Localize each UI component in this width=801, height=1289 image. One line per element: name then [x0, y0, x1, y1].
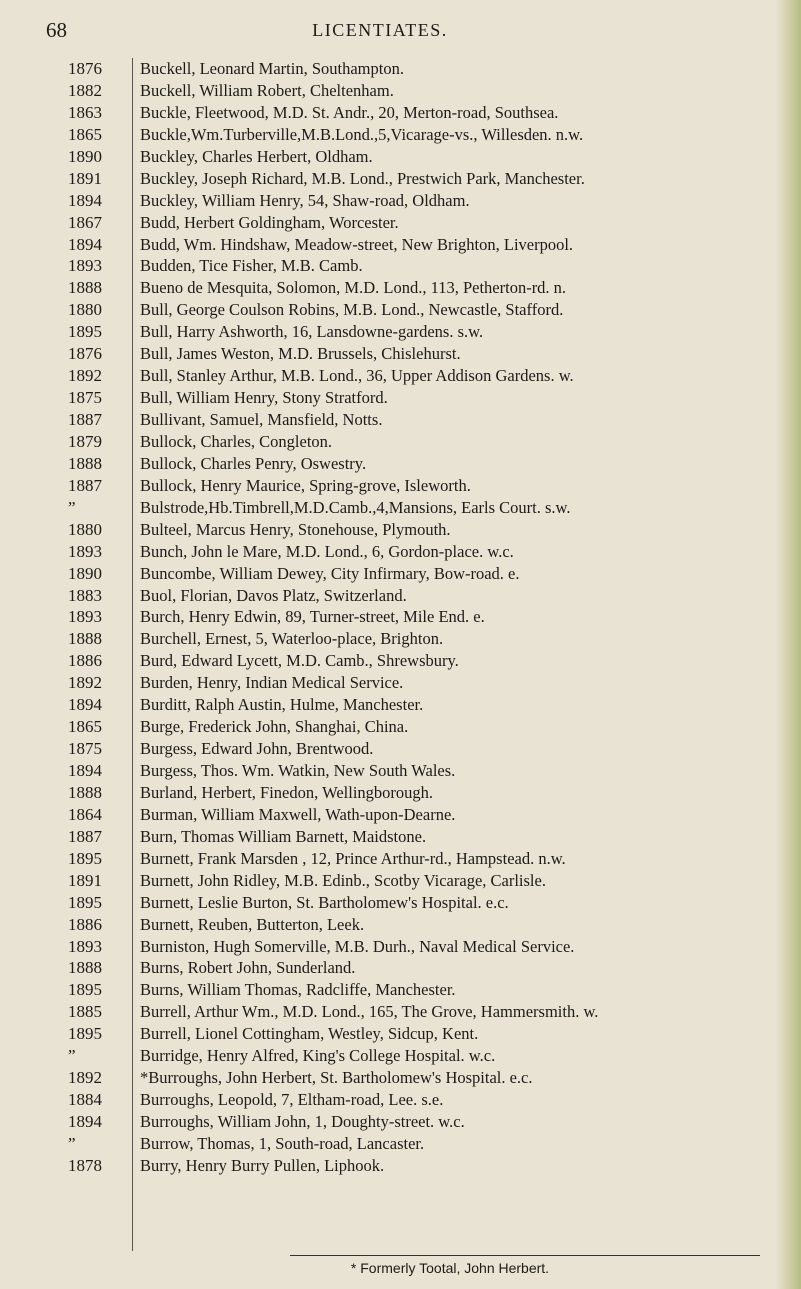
entry-year: 1895	[68, 980, 102, 1000]
entry-list	[68, 58, 768, 1177]
entry-row	[68, 650, 768, 672]
entry-text: Burrow, Thomas, 1, South-road, Lancaster.	[140, 1133, 425, 1153]
entry-text: Burrell, Arthur Wm., M.D. Lond., 165, The Grove, Hammersmith. w.	[140, 1002, 599, 1022]
entry-text: Burditt, Ralph Austin, Hulme, Manchester.	[140, 695, 424, 715]
entry-row	[68, 1023, 768, 1045]
page-header	[0, 18, 760, 48]
entry-row	[68, 1045, 768, 1067]
entry-row	[68, 146, 768, 168]
entry-row	[68, 563, 768, 585]
entry-year: ”	[68, 497, 76, 517]
entry-text: Buckley, Charles Herbert, Oldham.	[140, 146, 373, 166]
entry-row	[68, 321, 768, 343]
entry-row	[68, 1001, 768, 1023]
entry-text: Burchell, Ernest, 5, Waterloo-place, Brighton.	[140, 629, 444, 649]
entry-text: Burrell, Lionel Cottingham, Westley, Sidcup, Kent.	[140, 1024, 479, 1044]
entry-row	[68, 168, 768, 190]
entry-text: Burd, Edward Lycett, M.D. Camb., Shrewsbury.	[140, 651, 459, 671]
entry-row	[68, 936, 768, 958]
entry-row	[68, 585, 768, 607]
entry-text: Burroughs, William John, 1, Doughty-street. w.c.	[140, 1112, 465, 1131]
entry-year: 1887	[68, 826, 102, 846]
running-head: LICENTIATES.	[312, 20, 448, 40]
entry-text: Budd, Herbert Goldingham, Worcester.	[140, 212, 399, 232]
entry-text: Burroughs, Leopold, 7, Eltham-road, Lee. s.e.	[140, 1090, 444, 1110]
entry-text: Burry, Henry Burry Pullen, Liphook.	[140, 1155, 385, 1175]
entry-text: Bueno de Mesquita, Solomon, M.D. Lond., 113, Petherton-rd. n.	[140, 278, 567, 298]
entry-year: 1888	[68, 453, 102, 473]
page-edge	[775, 0, 801, 1289]
entry-year: 1888	[68, 278, 102, 298]
entry-year: 1880	[68, 519, 102, 539]
entry-year: 1893	[68, 256, 102, 276]
entry-text: Burge, Frederick John, Shanghai, China.	[140, 717, 409, 737]
entry-text: Burland, Herbert, Finedon, Wellingborough.	[140, 782, 434, 802]
entry-text: Burn, Thomas William Barnett, Maidstone.	[140, 826, 427, 846]
entry-text: Bull, George Coulson Robins, M.B. Lond., Newcastle, Stafford.	[140, 300, 564, 320]
entry-row	[68, 58, 768, 80]
entry-text: Buckley, William Henry, 54, Shaw-road, Oldham.	[140, 190, 470, 210]
entry-row	[68, 212, 768, 234]
entry-row	[68, 672, 768, 694]
entry-text: Bull, Stanley Arthur, M.B. Lond., 36, Upper Addison Gardens. w.	[140, 366, 574, 386]
entry-text: Burns, Robert John, Sunderland.	[140, 958, 356, 978]
entry-year: 1888	[68, 958, 102, 978]
entry-year: 1882	[68, 80, 102, 100]
entry-text: Burnett, Reuben, Butterton, Leek.	[140, 914, 365, 934]
entry-year: 1895	[68, 892, 102, 912]
entry-row	[68, 716, 768, 738]
entry-text: Burnett, John Ridley, M.B. Edinb., Scotby Vicarage, Carlisle.	[140, 870, 546, 890]
entry-year: 1891	[68, 870, 102, 890]
entry-row	[68, 1111, 768, 1133]
entry-text: Budden, Tice Fisher, M.B. Camb.	[140, 256, 363, 276]
entry-year: 1887	[68, 410, 102, 429]
entry-year: 1880	[68, 300, 102, 320]
entry-year: 1890	[68, 563, 102, 583]
entry-row	[68, 760, 768, 782]
entry-row	[68, 299, 768, 321]
entry-year: 1894	[68, 1112, 102, 1131]
entry-row	[68, 892, 768, 914]
entry-year: 1895	[68, 322, 102, 342]
entry-text: Bull, James Weston, M.D. Brussels, Chislehurst.	[140, 344, 461, 364]
entry-year: 1894	[68, 761, 102, 780]
entry-text: Bull, Harry Ashworth, 16, Lansdowne-gardens. s.w.	[140, 322, 484, 342]
entry-row	[68, 365, 768, 387]
entry-year: 1895	[68, 848, 102, 868]
entry-row	[68, 1133, 768, 1155]
entry-year: 1886	[68, 651, 102, 671]
entry-row	[68, 1155, 768, 1177]
entry-text: Burniston, Hugh Somerville, M.B. Durh., Naval Medical Service.	[140, 936, 575, 956]
entry-year: 1894	[68, 190, 102, 210]
entry-text: Burden, Henry, Indian Medical Service.	[140, 673, 404, 693]
entry-year: 1892	[68, 673, 102, 693]
entry-row	[68, 826, 768, 848]
entry-row	[68, 519, 768, 541]
entry-text: Buckle,Wm.Turberville,M.B.Lond.,5,Vicarage-vs., Willesden. n.w.	[140, 124, 584, 144]
entry-row	[68, 606, 768, 628]
entry-text: Bull, William Henry, Stony Stratford.	[140, 388, 388, 408]
entry-row	[68, 1067, 768, 1089]
entry-row	[68, 255, 768, 277]
entry-row	[68, 870, 768, 892]
entry-row	[68, 497, 768, 519]
entry-text: Bullock, Henry Maurice, Spring-grove, Isleworth.	[140, 475, 471, 495]
entry-year: 1875	[68, 739, 102, 759]
entry-year: 1894	[68, 234, 102, 254]
entry-row	[68, 541, 768, 563]
entry-year: 1895	[68, 1024, 102, 1044]
entry-text: Buncombe, William Dewey, City Infirmary, Bow-road. e.	[140, 563, 520, 583]
entry-row	[68, 431, 768, 453]
entry-row	[68, 234, 768, 256]
entry-text: Burns, William Thomas, Radcliffe, Manchester.	[140, 980, 456, 1000]
entry-row	[68, 343, 768, 365]
entry-row	[68, 738, 768, 760]
entry-year: 1865	[68, 124, 102, 144]
footnote-rule	[290, 1255, 760, 1256]
entry-year: 1893	[68, 541, 102, 561]
entry-row	[68, 914, 768, 936]
entry-text: Buckell, Leonard Martin, Southampton.	[140, 59, 404, 78]
entry-year: 1875	[68, 388, 102, 408]
entry-year: 1884	[68, 1090, 102, 1110]
entry-text: Buckle, Fleetwood, M.D. St. Andr., 20, Merton-road, Southsea.	[140, 102, 559, 122]
entry-year: 1894	[68, 695, 102, 715]
entry-text: Burch, Henry Edwin, 89, Turner-street, Mile End. e.	[140, 607, 485, 627]
entry-row	[68, 387, 768, 409]
entry-year: ”	[68, 1133, 76, 1153]
entry-year: 1867	[68, 212, 102, 232]
entry-year: 1886	[68, 914, 102, 934]
entry-year: 1887	[68, 475, 102, 495]
entry-row	[68, 848, 768, 870]
entry-text: Buckley, Joseph Richard, M.B. Lond., Prestwich Park, Manchester.	[140, 168, 585, 188]
entry-year: 1892	[68, 1068, 102, 1088]
entry-year: ”	[68, 1046, 76, 1066]
entry-year: 1891	[68, 168, 102, 188]
entry-row	[68, 409, 768, 431]
entry-year: 1893	[68, 607, 102, 627]
entry-row	[68, 124, 768, 146]
entry-text: Bullock, Charles Penry, Oswestry.	[140, 453, 367, 473]
entry-text: Bulstrode,Hb.Timbrell,M.D.Camb.,4,Mansions, Earls Court. s.w.	[140, 497, 571, 517]
entry-row	[68, 80, 768, 102]
entry-row	[68, 979, 768, 1001]
entry-year: 1876	[68, 344, 102, 364]
entry-year: 1864	[68, 804, 102, 824]
entry-row	[68, 957, 768, 979]
footnote: * Formerly Tootal, John Herbert.	[350, 1260, 550, 1276]
entry-row	[68, 475, 768, 497]
entry-text: Burnett, Frank Marsden , 12, Prince Arthur-rd., Hampstead. n.w.	[140, 848, 566, 868]
entry-row	[68, 782, 768, 804]
entry-year: 1892	[68, 366, 102, 386]
entry-row	[68, 1089, 768, 1111]
entry-text: Burgess, Edward John, Brentwood.	[140, 739, 374, 759]
entry-text: Bulteel, Marcus Henry, Stonehouse, Plymouth.	[140, 519, 451, 539]
entry-row	[68, 102, 768, 124]
entry-text: Buol, Florian, Davos Platz, Switzerland.	[140, 585, 407, 605]
entry-year: 1879	[68, 431, 102, 451]
entry-year: 1863	[68, 102, 102, 122]
entry-year: 1893	[68, 936, 102, 956]
entry-row	[68, 277, 768, 299]
entry-year: 1865	[68, 717, 102, 737]
entry-year: 1883	[68, 585, 102, 605]
entry-row	[68, 694, 768, 716]
entry-row	[68, 453, 768, 475]
entry-text: Burridge, Henry Alfred, King's College Hospital. w.c.	[140, 1046, 496, 1066]
entry-year: 1885	[68, 1002, 102, 1022]
entry-year: 1876	[68, 59, 102, 78]
entry-year: 1888	[68, 782, 102, 802]
entry-text: Burgess, Thos. Wm. Watkin, New South Wales.	[140, 761, 456, 780]
entry-year: 1878	[68, 1155, 102, 1175]
entry-text: *Burroughs, John Herbert, St. Bartholomew's Hospital. e.c.	[140, 1068, 533, 1088]
entry-text: Buckell, William Robert, Cheltenham.	[140, 80, 394, 100]
entry-text: Bunch, John le Mare, M.D. Lond., 6, Gordon-place. w.c.	[140, 541, 514, 561]
entry-text: Bullivant, Samuel, Mansfield, Notts.	[140, 410, 383, 429]
entry-row	[68, 190, 768, 212]
entry-text: Budd, Wm. Hindshaw, Meadow-street, New Brighton, Liverpool.	[140, 234, 574, 254]
entry-text: Burnett, Leslie Burton, St. Bartholomew's Hospital. e.c.	[140, 892, 509, 912]
entry-text: Burman, William Maxwell, Wath-upon-Dearne.	[140, 804, 456, 824]
entry-row	[68, 804, 768, 826]
page-number: 68	[46, 18, 67, 42]
entry-row	[68, 628, 768, 650]
entry-year: 1890	[68, 146, 102, 166]
entry-year: 1888	[68, 629, 102, 649]
entry-text: Bullock, Charles, Congleton.	[140, 431, 333, 451]
